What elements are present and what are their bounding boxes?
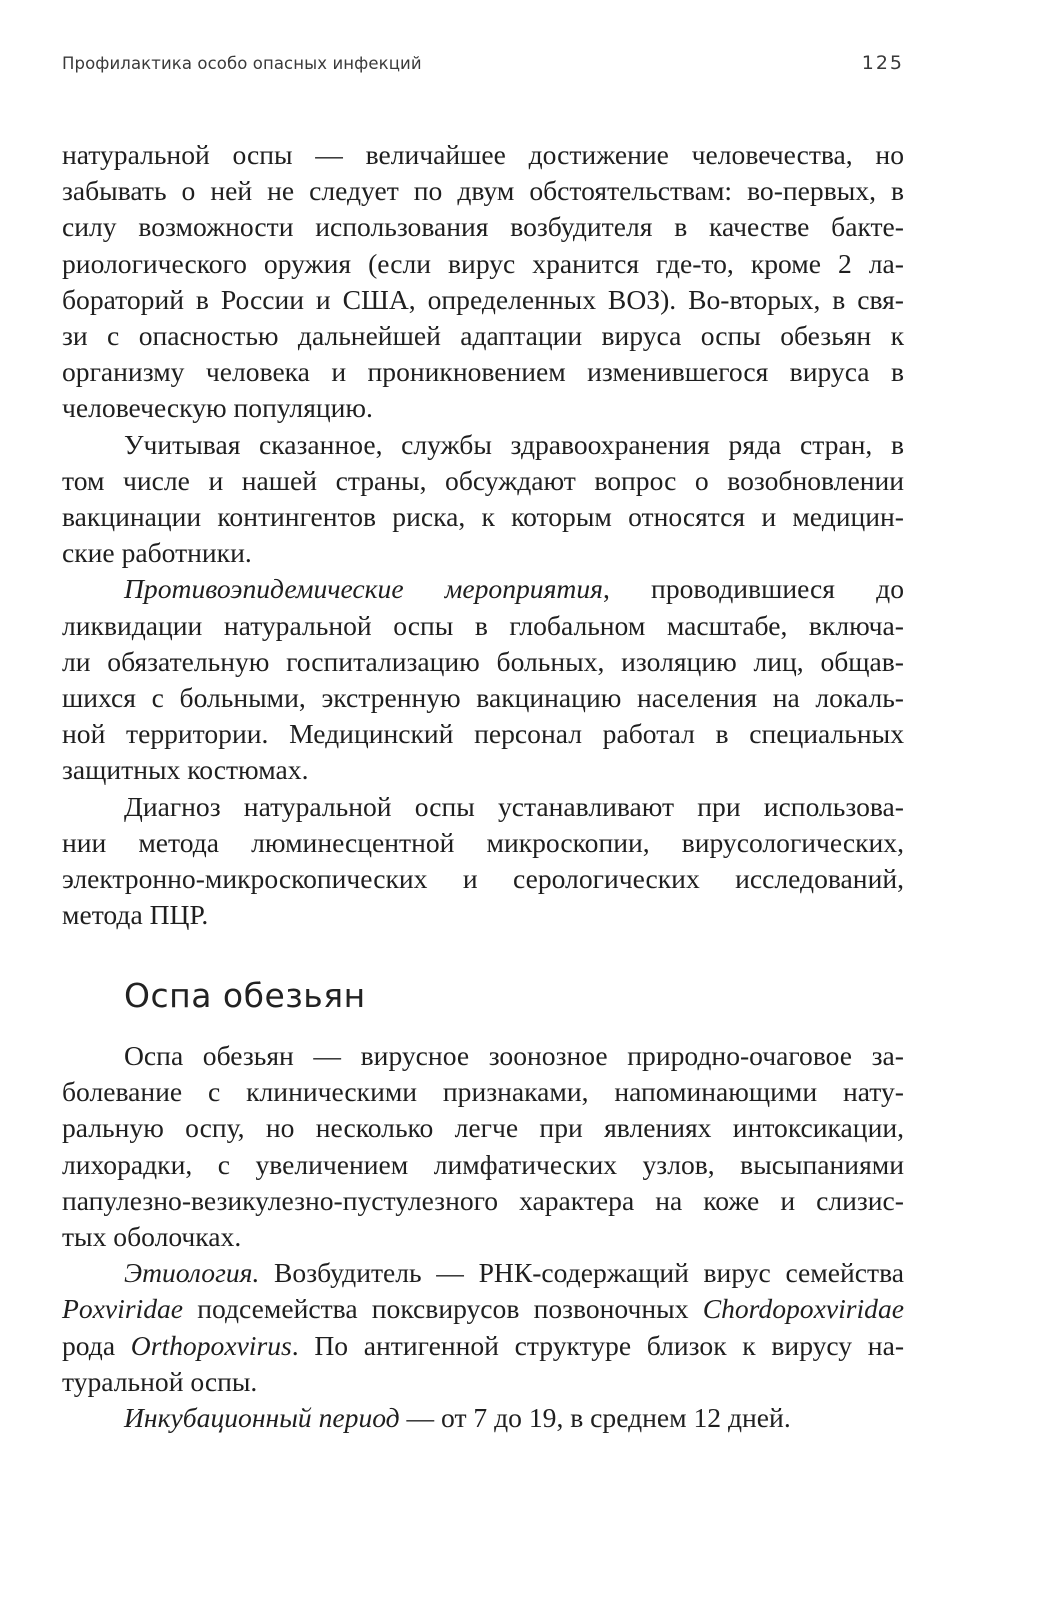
text-block-smallpox xyxy=(62,137,904,933)
paragraph-diagnosis xyxy=(62,789,904,934)
text-line: силу возможности использования возбудителя в качестве бакте- xyxy=(62,211,904,243)
text-line xyxy=(62,571,904,607)
italic-taxon: Poxviridae xyxy=(62,1293,184,1325)
text-line: том числе и нашей страны, обсуждают вопрос о возобновлении xyxy=(62,464,904,496)
page-number: 125 xyxy=(861,52,904,74)
text-line: электронно-микроскопических и серологических исследований, xyxy=(62,863,904,895)
text-line: вакцинации контингентов риска, к которым относятся и медицин- xyxy=(62,501,904,533)
text-line: Диагноз натуральной оспы устанавливают при использова- xyxy=(124,790,904,822)
italic-taxon: Orthopoxvirus xyxy=(130,1329,292,1361)
text-line: Оспа обезьян — вирусное зоонозное природно-очаговое за- xyxy=(124,1040,904,1071)
text-line: туральной оспы. xyxy=(62,1365,258,1397)
text-line: ной территории. Медицинский персонал работал в специальных xyxy=(62,718,904,750)
text-line: болевание с клиническими признаками, напоминающими нату- xyxy=(62,1076,904,1108)
italic-term: Противоэпидемические мероприятия xyxy=(124,573,603,605)
text-line: натуральной оспы — величайшее достижение человечества, но xyxy=(62,139,904,170)
text-line: папулезно-везикулезно-пустулезного характера на коже и слизис- xyxy=(62,1184,904,1216)
text-line xyxy=(62,1291,904,1327)
paragraph-definition xyxy=(62,1038,904,1255)
text-line: тых оболочках. xyxy=(62,1221,242,1253)
text-run: рода xyxy=(62,1329,131,1361)
paragraph-vaccination xyxy=(62,427,904,572)
text-run: , проводившиеся до xyxy=(602,573,904,605)
text-line: ли обязательную госпитализацию больных, изоляцию лиц, общав- xyxy=(62,645,904,677)
text-line: защитных костюмах. xyxy=(62,754,309,786)
text-run: — от 7 до 19, в среднем 12 дней. xyxy=(399,1402,791,1434)
text-line: ральную оспу, но несколько легче при явлениях интоксикации, xyxy=(62,1112,904,1144)
text-block-monkeypox xyxy=(62,1038,904,1436)
text-line: нии метода люминесцентной микроскопии, вирусологических, xyxy=(62,826,904,858)
paragraph-continued xyxy=(62,137,904,427)
text-line: зи с опасностью дальнейшей адаптации вируса оспы обезьян к xyxy=(62,320,904,352)
running-head-title: Профилактика особо опасных инфекций xyxy=(62,54,422,73)
text-line xyxy=(62,1400,904,1436)
text-line: риологического оружия (если вирус хранится где-то, кроме 2 ла- xyxy=(62,247,904,279)
text-line: ликвидации натуральной оспы в глобальном масштабе, включа- xyxy=(62,609,904,641)
text-line: ские работники. xyxy=(62,537,252,569)
text-run: подсемейства поксвирусов позвоночных xyxy=(183,1293,703,1325)
italic-term: Этиология. xyxy=(124,1257,260,1289)
running-head xyxy=(62,52,904,74)
text-line: шихся с больными, экстренную вакцинацию населения на локаль- xyxy=(62,682,904,714)
text-line: человеческую популяцию. xyxy=(62,392,373,424)
text-line: метода ПЦР. xyxy=(62,899,209,931)
italic-term: Инкубационный период xyxy=(124,1402,400,1434)
text-line: организму человека и проникновением изменившегося вируса в xyxy=(62,356,904,388)
text-line xyxy=(62,1328,904,1364)
paragraph-incubation xyxy=(62,1400,904,1436)
paragraph-etiology xyxy=(62,1255,904,1400)
section-heading: Оспа обезьян xyxy=(124,976,366,1015)
text-line xyxy=(62,1255,904,1291)
italic-taxon: Chordopoxviridae xyxy=(702,1293,904,1325)
text-run: . По антигенной структуре близок к вирусу на- xyxy=(291,1329,905,1361)
text-line: забывать о ней не следует по двум обстоятельствам: во-первых, в xyxy=(62,175,904,207)
text-line: бораторий в России и США, определенных ВОЗ). Во-вторых, в свя- xyxy=(62,283,904,315)
text-line: Учитывая сказанное, службы здравоохранения ряда стран, в xyxy=(124,428,904,460)
text-run: Возбудитель — РНК-содержащий вирус семейства xyxy=(259,1257,904,1289)
paragraph-antiepidemic-measures xyxy=(62,571,904,788)
text-line: лихорадки, с увеличением лимфатических узлов, высыпаниями xyxy=(62,1148,904,1180)
